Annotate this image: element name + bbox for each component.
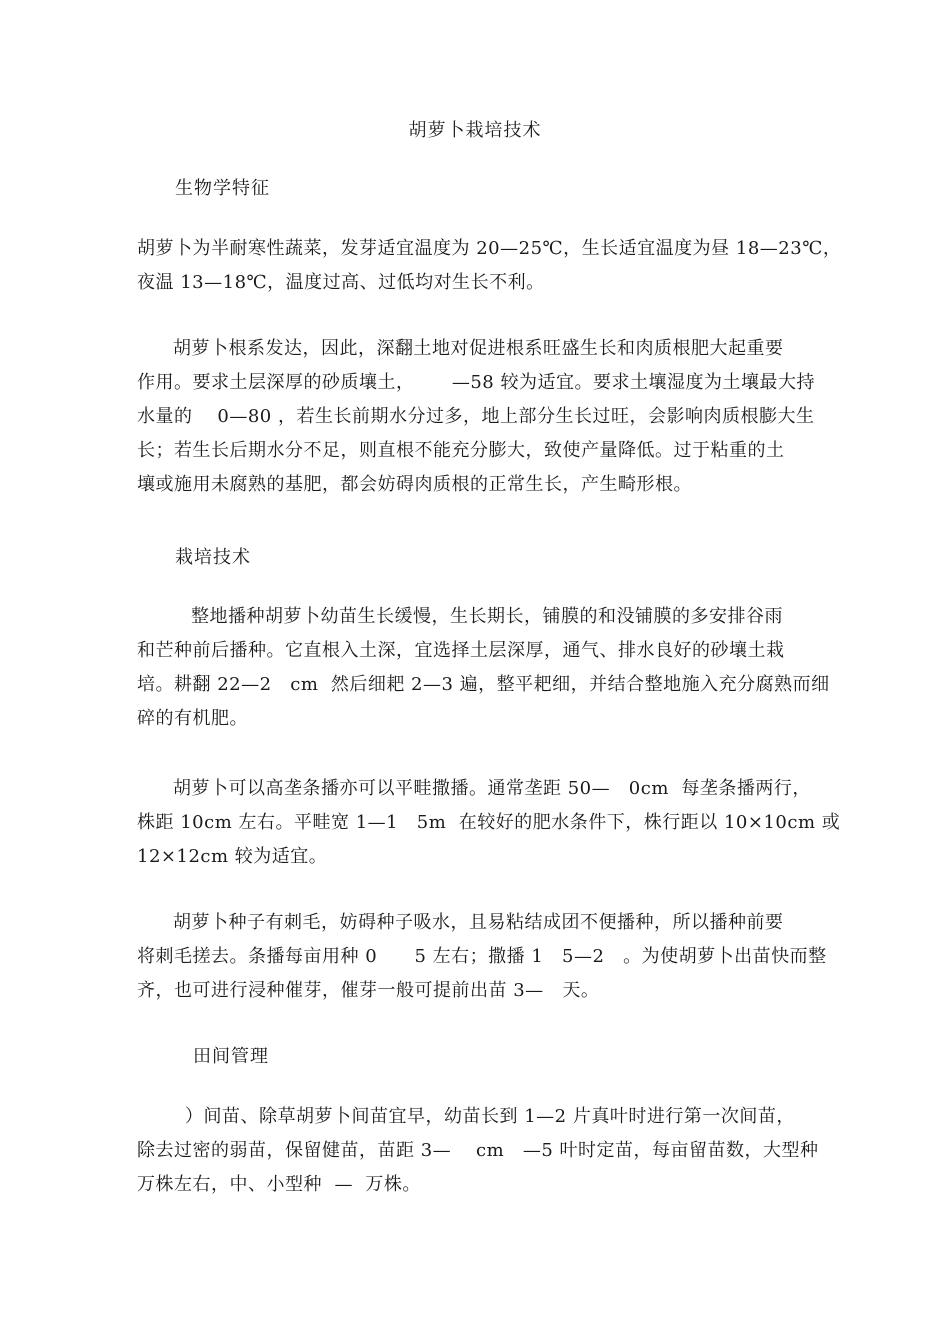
section-heading-field-management: 田间管理	[193, 1046, 269, 1067]
text-line: 胡萝卜种子有刺毛，妨碍种子吸水，且易粘结成团不便播种，所以播种前要	[173, 912, 784, 933]
text-line: 水量的 0—80 ，若生长前期水分过多，地上部分生长过旺，会影响肉质根膨大生	[137, 406, 815, 427]
text-line: 作用。要求土层深厚的砂质壤土， —58 较为适宜。要求土壤湿度为土壤最大持	[137, 372, 815, 393]
paragraph-sowing-methods	[137, 772, 841, 874]
text-line: 胡萝卜可以高垄条播亦可以平畦撒播。通常垄距 50— 0cm 每垄条播两行，	[173, 778, 811, 799]
section-heading-cultivation: 栽培技术	[175, 547, 251, 568]
section-heading-biology: 生物学特征	[175, 178, 270, 199]
text-line: 长；若生长后期水分不足，则直根不能充分膨大，致使产量降低。过于粘重的土	[137, 440, 785, 461]
text-line: 整地播种胡萝卜幼苗生长缓慢，生长期长，铺膜的和没铺膜的多安排谷雨	[191, 606, 783, 627]
text-line: 壤或施用未腐熟的基肥，都会妨碍肉质根的正常生长，产生畸形根。	[137, 474, 692, 495]
text-line: 万株左右，中、小型种 — 万株。	[137, 1174, 421, 1195]
text-line: 株距 10cm 左右。平畦宽 1—1 5m 在较好的肥水条件下，株行距以 10×10cm 或	[137, 812, 841, 833]
paragraph-thinning	[137, 1100, 817, 1202]
text-line: 齐，也可进行浸种催芽，催芽一般可提前出苗 3— 天。	[137, 980, 600, 1001]
paragraph-soil	[137, 332, 817, 502]
text-line: 胡萝卜根系发达，因此，深翻土地对促进根系旺盛生长和肉质根肥大起重要	[173, 338, 784, 359]
text-line: 碎的有机肥。	[137, 708, 248, 729]
document-title: 胡萝卜栽培技术	[408, 120, 542, 141]
text-line: ）间苗、除草胡萝卜间苗宜早，幼苗长到 1—2 片真叶时进行第一次间苗，	[185, 1106, 795, 1127]
text-line: 和芒种前后播种。它直根入土深，宜选择土层深厚，通气、排水良好的砂壤土栽	[137, 640, 785, 661]
paragraph-land-preparation	[137, 600, 830, 736]
paragraph-temperature	[137, 232, 842, 300]
text-line: 培。耕翻 22—2 cm 然后细耙 2—3 遍，整平耙细，并结合整地施入充分腐熟而细	[137, 674, 830, 695]
text-line: 12×12cm 较为适宜。	[137, 846, 328, 867]
text-line: 夜温 13—18℃，温度过高、过低均对生长不利。	[137, 272, 545, 293]
text-line: 胡萝卜为半耐寒性蔬菜，发芽适宜温度为 20—25℃，生长适宜温度为昼 18—23℃，	[137, 238, 842, 259]
text-line: 除去过密的弱苗，保留健苗，苗距 3— cm —5 叶时定苗，每亩留苗数，大型种	[137, 1140, 819, 1161]
paragraph-seed-treatment	[137, 906, 827, 1008]
text-line: 将刺毛搓去。条播每亩用种 0 5 左右；撒播 1 5—2 。为使胡萝卜出苗快而整	[137, 946, 827, 967]
